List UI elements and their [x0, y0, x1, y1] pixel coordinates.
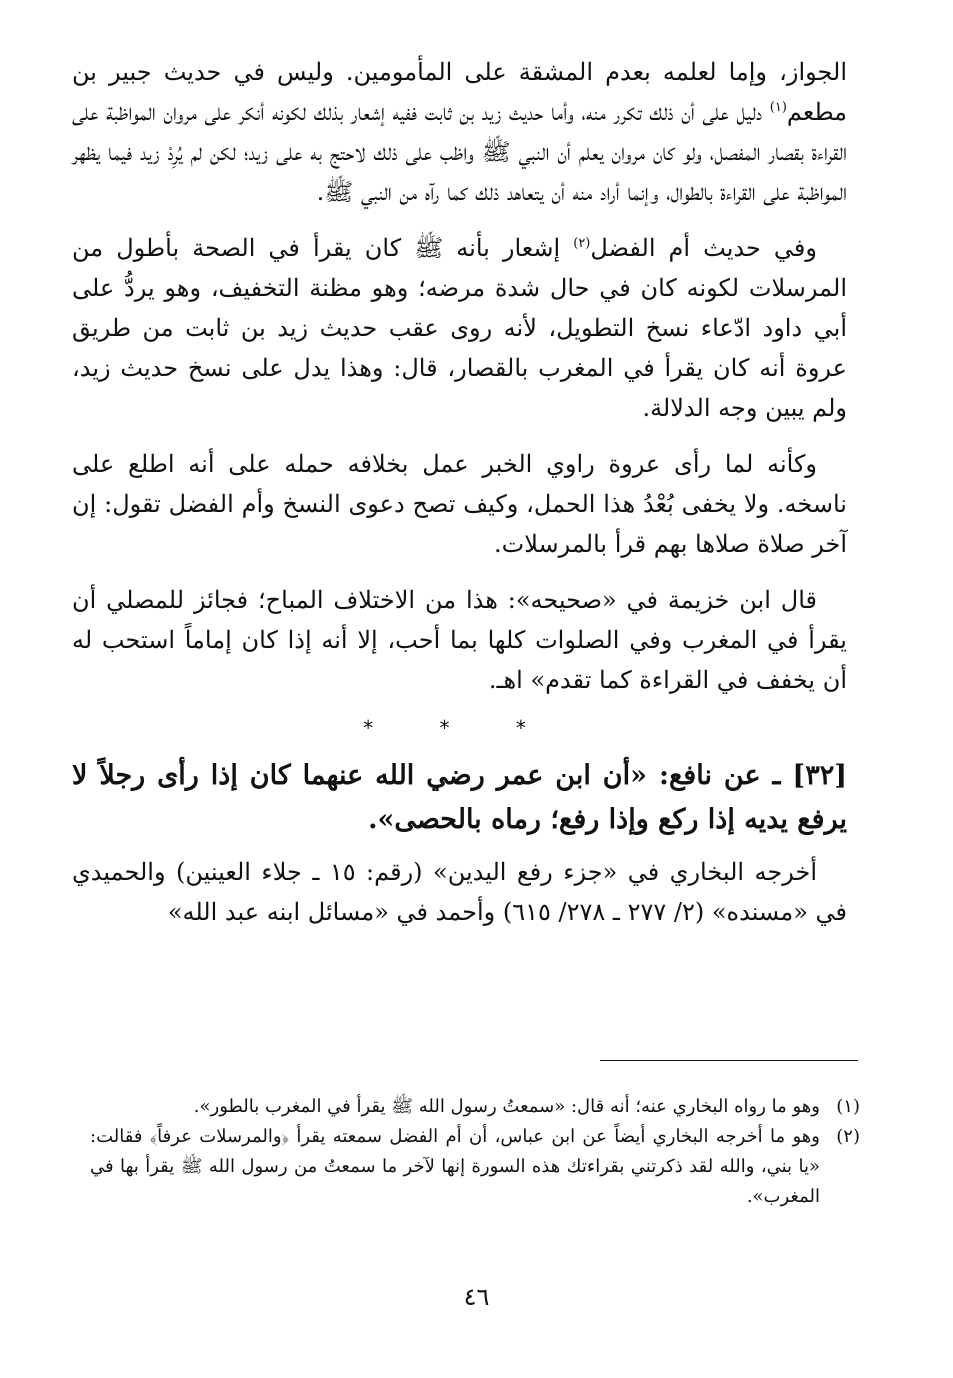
footnotes: [90, 1092, 860, 1212]
paragraph-1: [72, 52, 847, 212]
paragraph-1-text-b: دليل على أن ذلك تكرر منه، وأما حديث زيد بن ثابت ففيه إشعار بذلك لكونه أنكر على مروان المواظبة على القراءة بقصار المفصل، ولو كان مروان يعلم أن النبي ﷺ واظب على ذلك لاحتج به على زيد؛ لكن لم يُرِدْ زيد فيما يظهر المواظبة على القراءة بالطوال، وإنما أراد منه أن يتعاهد ذلك كما رآه من النبي ﷺ.: [72, 98, 847, 206]
section-separator: * * *: [363, 716, 556, 740]
page-number: ٤٦: [463, 1283, 490, 1311]
footnote-ref-2[interactable]: (٢): [573, 236, 591, 251]
footnote-1: [90, 1092, 860, 1122]
paragraph-2-text-a: وفي حديث أم الفضل: [590, 234, 817, 262]
footnote-1-text: وهو ما رواه البخاري عنه؛ أنه قال: «سمعتُ رسول الله ﷺ يقرأ في المغرب بالطور».: [193, 1096, 820, 1117]
paragraph-4: قال ابن خزيمة في «صحيحه»: هذا من الاختلاف المباح؛ فجائز للمصلي أن يقرأ في المغرب وفي الصلوات كلها بما أحب، إلا أنه إذا كان إماماً استحب له أن يخفف في القراءة كما تقدم» اهـ.: [72, 586, 847, 694]
footnote-1-number: (١): [836, 1096, 860, 1117]
paragraph-3: وكأنه لما رأى عروة راوي الخبر عمل بخلافه حمله على أنه اطلع على ناسخه. ولا يخفى بُعْدُ هذا الحمل، وكيف تصح دعوى النسخ وأم الفضل تقول: إن آخر صلاة صلاها بهم قرأ بالمرسلات.: [72, 450, 847, 558]
main-text: [72, 52, 847, 932]
footnote-divider: [600, 1060, 858, 1061]
footnote-2-text: وهو ما أخرجه البخاري أيضاً عن ابن عباس، أن أم الفضل سمعته يقرأ ﴿والمرسلات عرفاً﴾ فقالت: «يا بني، والله لقد ذكرتني بقراءتك هذه السورة إنها لآخر ما سمعتُ من رسول الله ﷺ يقرأ بها في المغرب».: [90, 1126, 820, 1207]
footnote-ref-1[interactable]: (١): [769, 100, 787, 115]
paragraph-1-text-a: الجواز، وإما لعلمه بعدم المشقة على المأمومين. وليس في حديث جبير بن مطعم: [72, 58, 847, 126]
takhrij-text: أخرجه البخاري في «جزء رفع اليدين» (رقم: ١٥ ـ جلاء العينين) والحميدي في «مسنده» (٢/ ٢٧٧ ـ ٢٧٨/ ٦١٥) وأحمد في «مسائل ابنه عبد الله»: [72, 858, 847, 926]
hadith-text: [٣٢] ـ عن نافع: «أن ابن عمر رضي الله عنهما كان إذا رأى رجلاً لا يرفع يديه إذا ركع وإذا رفع؛ رماه بالحصى».: [72, 760, 847, 835]
footnote-2-number: (٢): [836, 1126, 860, 1147]
footnote-2: [90, 1122, 860, 1212]
paragraph-2-text-b: إشعار بأنه ﷺ كان يقرأ في الصحة بأطول من المرسلات لكونه كان في حال شدة مرضه؛ وهو مظنة التخفيف، وهو يردُّ على أبي داود ادّعاء نسخ التطويل، لأنه روى عقب حديث زيد بن ثابت من طريق عروة أنه كان يقرأ في المغرب بالقصار، قال: وهذا يدل على نسخ حديث زيد، ولم يبين وجه الدلالة.: [72, 234, 847, 422]
paragraph-2: [72, 228, 847, 428]
